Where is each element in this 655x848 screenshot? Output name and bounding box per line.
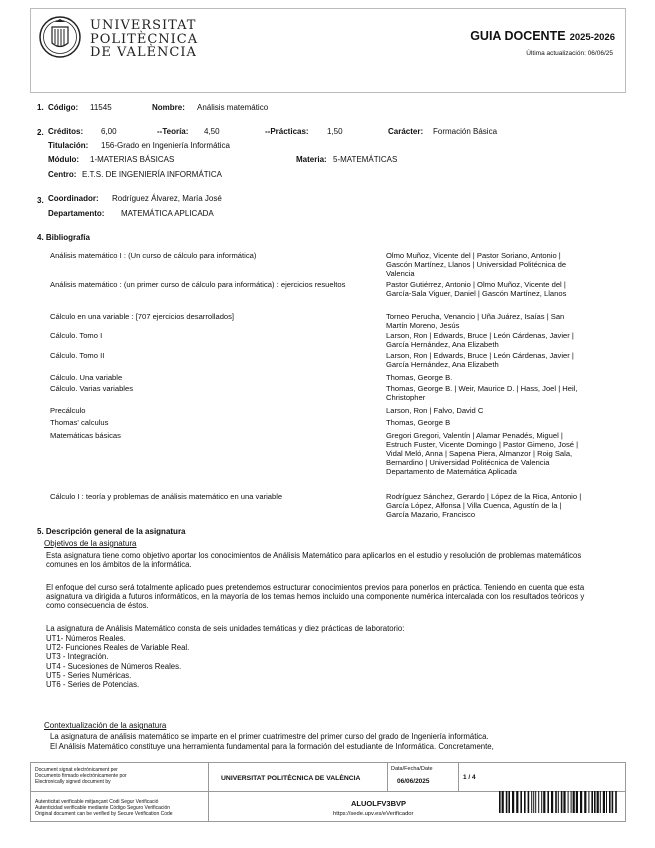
date-cell [387, 763, 459, 791]
section-3-number: 3. [37, 196, 44, 205]
unit-item: UT3 - Integración. [46, 652, 109, 662]
upv-seal-icon [38, 15, 82, 59]
upv-logo [38, 15, 218, 60]
degree-value: 156-Grado en Ingeniería Informática [101, 141, 230, 150]
sign-date: 06/06/2025 [397, 778, 430, 785]
center-value: E.T.S. DE INGENIERÍA INFORMÁTICA [82, 170, 223, 179]
department-value: MATEMÁTICA APLICADA [121, 209, 214, 218]
context-title: Contextualización de la asignatura [44, 721, 167, 730]
character-label: Carácter: [388, 127, 424, 136]
bib-authors: Pastor Gutiérrez, Antonio | Olmo Muñoz, Vicente del | García-Sala Viguer, Daniel | Gascón Martínez, Llanos [386, 280, 567, 298]
unit-item: UT4 - Sucesiones de Números Reales. [46, 661, 182, 671]
unit-item: UT6 - Series de Potencias. [46, 680, 140, 690]
center-label: Centro: [48, 170, 77, 179]
verification-code: ALUOLFV3BVP [351, 799, 407, 808]
credits-label: Créditos: [48, 127, 84, 136]
verification-text: Autenticitat verificable mitjançant Codi Segur Verificació Autenticidad verificable mediante Código Seguro Verificación Original document can be verified by Secure Verification Code [35, 799, 173, 817]
bib-title: Cálculo. Una variable [50, 373, 123, 382]
bib-title: Precálculo [50, 406, 86, 415]
objectives-paragraph-1: Esta asignatura tiene como objetivo aportar los conocimientos de Análisis Matemático para aplicarlos en el estudio y resolución de problemas matemáticos comunes en los ámbitos de la informática. [46, 551, 582, 570]
bib-authors: Rodríguez Sánchez, Gerardo | López de la Rica, Antonio | García López, Alfonsa | Villa Cuenca, Agustín de la | García Mazario, Francisco [386, 492, 582, 519]
guide-title-text: GUIA DOCENTE [470, 29, 566, 43]
name-value: Análisis matemático [197, 103, 269, 112]
guide-year: 2025-2026 [569, 32, 615, 43]
context-line-1: La asignatura de análisis matemático se imparte en el primer cuatrimestre del primer curso del grado de Ingeniería informática. [50, 732, 489, 741]
subject-label: Materia: [296, 155, 327, 164]
coordinator-label: Coordinador: [48, 194, 99, 203]
bib-authors: Larson, Ron | Edwards, Bruce | León Cárdenas, Javier | García Hernández, Ana Elizabeth [386, 331, 574, 349]
bib-title: Matemáticas básicas [50, 431, 121, 440]
bib-authors: Larson, Ron | Edwards, Bruce | León Cárdenas, Javier | García Hernández, Ana Elizabeth [386, 351, 574, 369]
bib-authors: Torneo Perucha, Venancio | Uña Juárez, Isaías | San Martín Moreno, Jesús [386, 312, 565, 330]
bib-authors: Thomas, George B [386, 418, 451, 427]
bib-title: Cálculo. Tomo II [50, 351, 105, 360]
degree-label: Titulación: [48, 141, 89, 150]
page-number: 1 / 4 [463, 774, 476, 781]
description-heading: 5. Descripción general de la asignatura [37, 527, 186, 536]
university-name: UNIVERSITAT POLITÈCNICA DE VALÈNCIA [90, 18, 199, 60]
guide-title [470, 29, 615, 43]
subject-value: 5-MATEMÁTICAS [333, 155, 398, 164]
theory-label: --Teoría: [157, 127, 189, 136]
code-value: 11545 [90, 103, 112, 112]
barcode-icon [499, 791, 619, 813]
unit-list [46, 634, 586, 689]
name-label: Nombre: [152, 103, 185, 112]
unit-item: UT2- Funciones Reales de Variable Real. [46, 643, 190, 653]
last-update: Última actualización: 06/06/25 [526, 50, 613, 57]
document-header [30, 8, 626, 93]
section-1-number: 1. [37, 103, 44, 112]
module-value: 1-MATERIAS BÁSICAS [90, 155, 175, 164]
bib-authors: Thomas, George B. [386, 373, 453, 382]
context-line-2: El Análisis Matemático constituye una herramienta fundamental para la formación del estudiante de Informática. Concretamente, [50, 742, 494, 751]
objectives-paragraph-3: La asignatura de Análisis Matemático consta de seis unidades temáticas y diez prácticas de laboratorio: [46, 624, 405, 633]
department-label: Departamento: [48, 209, 105, 218]
bib-title: Thomas' calculus [50, 418, 109, 427]
bib-title: Cálculo en una variable : [707 ejercicios desarrollados] [50, 312, 235, 321]
practice-label: --Prácticas: [265, 127, 309, 136]
objectives-paragraph-2: El enfoque del curso será totalmente aplicado pues pretendemos estructurar conocimientos previos para ponerlos en práctica. Teniendo en cuenta que esta asignatura va dirigida a futuros informáticos, en la mayoría de los temas hemos incluido una componente numérica intercalada con los resultados teóricos y como consecuencia de éstos. [46, 583, 585, 611]
bib-authors: Olmo Muñoz, Vicente del | Pastor Soriano, Antonio | Gascón Martínez, Llanos | Universidad Politécnica de Valencia [386, 251, 567, 278]
character-value: Formación Básica [433, 127, 498, 136]
bib-authors: Larson, Ron | Falvo, David C [386, 406, 484, 415]
signature-footer [30, 762, 626, 822]
bib-authors: Gregori Gregori, Valentín | Alamar Penadés, Miguel | Estruch Fuster, Vicente Domingo | Pastor Gimeno, José | Vidal Meló, Anna | Sapena Piera, Almanzor | Roig Sala, Bernardino | Universidad Politécnica de Valencia Departamento de Matemática Aplicada [386, 431, 579, 476]
unit-item: UT1- Números Reales. [46, 634, 126, 643]
theory-value: 4,50 [204, 127, 220, 136]
bib-title: Análisis matemático : (un primer curso de cálculo para informática) : ejercicios resueltos [50, 280, 346, 289]
date-label: Data/Fecha/Date [391, 766, 433, 772]
bib-title: Análisis matemático I : (Un curso de cálculo para informática) [50, 251, 257, 260]
module-label: Módulo: [48, 155, 80, 164]
bibliography-heading: 4. Bibliografía [37, 233, 90, 242]
bib-title: Cálculo I : teoría y problemas de análisis matemático en una variable [50, 492, 283, 501]
coordinator-value: Rodríguez Álvarez, María José [112, 194, 222, 203]
practice-value: 1,50 [327, 127, 343, 136]
objectives-title: Objetivos de la asignatura [44, 539, 137, 548]
bib-title: Cálculo. Varias variables [50, 384, 134, 393]
signer-name: UNIVERSITAT POLITÈCNICA DE VALÈNCIA [221, 775, 361, 782]
section-2-number: 2. [37, 128, 44, 137]
code-label: Código: [48, 103, 79, 112]
signed-by-text: Document signat electrònicament per Documento firmado electrónicamente por Electronically signed document by [35, 767, 127, 785]
bib-title: Cálculo. Tomo I [50, 331, 103, 340]
credits-value: 6,00 [101, 127, 117, 136]
bib-authors: Thomas, George B. | Weir, Maurice D. | Hass, Joel | Heil, Christopher [386, 384, 578, 402]
unit-item: UT5 - Series Numéricas. [46, 670, 132, 680]
verification-url[interactable]: https://sede.upv.es/eVerificador [333, 811, 414, 817]
